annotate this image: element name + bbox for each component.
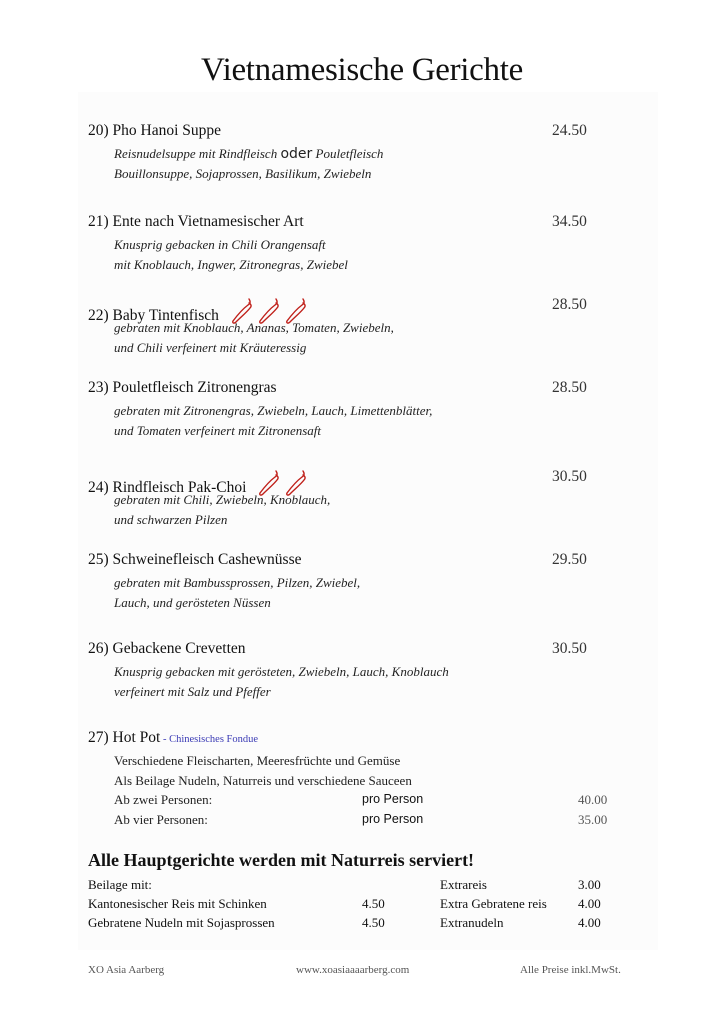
dish-name: 24) Rindfleisch Pak-Choi [88, 479, 247, 496]
side-item-name: Extrareis [440, 877, 487, 892]
side-item-price: 4.50 [362, 896, 385, 911]
footer-restaurant-name: XO Asia Aarberg [88, 964, 165, 976]
chili-spicy-indicator [229, 296, 313, 331]
side-item-name: Kantonesischer Reis mit Schinken [88, 896, 267, 911]
page-title: Vietnamesische Gerichte [201, 52, 523, 88]
dish-26 [88, 640, 648, 702]
side-item-price: 3.00 [578, 877, 601, 892]
dish-header [88, 122, 648, 144]
footer-website-link[interactable]: www.xoasiaaaarberg.com [296, 964, 410, 976]
dish-description-line: und Chili verfeinert mit Kräuteressig [114, 340, 307, 355]
chili-icon [260, 299, 278, 323]
dish-price: 30.50 [552, 640, 587, 657]
dish-24 [88, 468, 648, 530]
dish-header [88, 729, 648, 751]
chili-icon [233, 299, 251, 323]
hotpot-row-price: 40.00 [578, 792, 608, 807]
dish-name: 21) Ente nach Vietnamesischer Art [88, 213, 304, 230]
hotpot-row-per: pro Person [362, 811, 424, 826]
dish-27-hotpot [88, 729, 648, 829]
hotpot-row-price: 35.00 [578, 811, 608, 827]
dish-description-line: mit Knoblauch, Ingwer, Zitronegras, Zwiebel [114, 257, 348, 272]
hotpot-description-line: Als Beilage Nudeln, Naturreis und verschiedene Sauceen [114, 772, 412, 788]
dish-price: 30.50 [552, 468, 587, 485]
dish-header [88, 551, 648, 573]
dish-description-line: gebraten mit Zitronengras, Zwiebeln, Lauch, Limettenblätter, [114, 403, 433, 418]
dish-header [88, 379, 648, 401]
rice-notice: Alle Hauptgerichte werden mit Naturreis serviert! [88, 850, 475, 870]
dish-name: 22) Baby Tintenfisch [88, 307, 219, 324]
sides-heading: Beilage mit: [88, 877, 152, 892]
hotpot-description-line: Verschiedene Fleischarten, Meeresfrüchte und Gemüse [114, 753, 401, 768]
hotpot-price-row [88, 790, 648, 810]
side-item-price: 4.50 [362, 915, 385, 930]
desc-part: Reisnudelsuppe mit Rindfleisch [114, 146, 281, 161]
hotpot-row-per: pro Person [362, 792, 424, 806]
chili-icon [287, 299, 305, 323]
hotpot-price-row [88, 810, 648, 830]
dish-description-line: und Tomaten verfeinert mit Zitronensaft [114, 423, 322, 438]
hotpot-row-label: Ab zwei Personen: [114, 792, 213, 807]
dish-20 [88, 122, 648, 184]
chili-spicy-indicator [256, 468, 312, 503]
dish-name: 25) Schweinefleisch Cashewnüsse [88, 551, 302, 568]
dish-header [88, 296, 648, 324]
dish-price: 24.50 [552, 122, 587, 139]
dish-name: 27) Hot Pot [88, 729, 161, 746]
dish-description-line [114, 144, 648, 164]
side-item-price: 4.00 [578, 915, 601, 930]
dish-description-line: gebraten mit Bambussprossen, Pilzen, Zwiebel, [114, 575, 361, 590]
dish-header [88, 640, 648, 662]
dish-description-line: Bouillonsuppe, Sojaprossen, Basilikum, Zwiebeln [114, 166, 372, 181]
chili-icon [260, 471, 278, 495]
desc-part: Pouletfleisch [312, 146, 384, 161]
hotpot-row-label: Ab vier Personen: [114, 811, 208, 827]
dish-description-line: und schwarzen Pilzen [114, 512, 228, 527]
dish-22 [88, 296, 648, 358]
dish-name: 23) Pouletfleisch Zitronengras [88, 379, 277, 396]
dish-price: 28.50 [552, 296, 587, 313]
hotpot-subtitle: - Chinesisches Fondue [160, 734, 259, 745]
dish-description-line: gebraten mit Chili, Zwiebeln, Knoblauch, [114, 492, 331, 507]
dish-header [88, 213, 648, 235]
side-item-name: Extranudeln [440, 915, 504, 930]
dish-description-line: gebraten mit Knoblauch, Ananas, Tomaten, Zwiebeln, [114, 320, 394, 335]
dish-description-line: Knusprig gebacken mit gerösteten, Zwiebeln, Lauch, Knoblauch [114, 664, 449, 679]
dish-23 [88, 379, 648, 441]
dish-25 [88, 551, 648, 613]
dish-name: 20) Pho Hanoi Suppe [88, 122, 222, 139]
side-item-price: 4.00 [578, 896, 601, 911]
chili-icons [229, 296, 313, 326]
dish-description-line: verfeinert mit Salz und Pfeffer [114, 684, 271, 699]
dish-price: 29.50 [552, 551, 587, 568]
dish-21 [88, 213, 648, 275]
dish-header [88, 468, 648, 496]
side-item-name: Extra Gebratene reis [440, 896, 547, 911]
dish-name: 26) Gebackene Crevetten [88, 640, 246, 657]
desc-oder: oder [280, 146, 313, 162]
dish-price: 28.50 [552, 379, 587, 396]
footer-tax-note: Alle Preise inkl.MwSt. [520, 964, 621, 976]
dish-price: 34.50 [552, 213, 587, 230]
chili-icon [287, 471, 305, 495]
dish-description-line: Knusprig gebacken in Chili Orangensaft [114, 237, 326, 252]
side-item-name: Gebratene Nudeln mit Sojasprossen [88, 915, 275, 930]
chili-icons [256, 468, 312, 498]
dish-description-line: Lauch, und gerösteten Nüssen [114, 595, 271, 610]
